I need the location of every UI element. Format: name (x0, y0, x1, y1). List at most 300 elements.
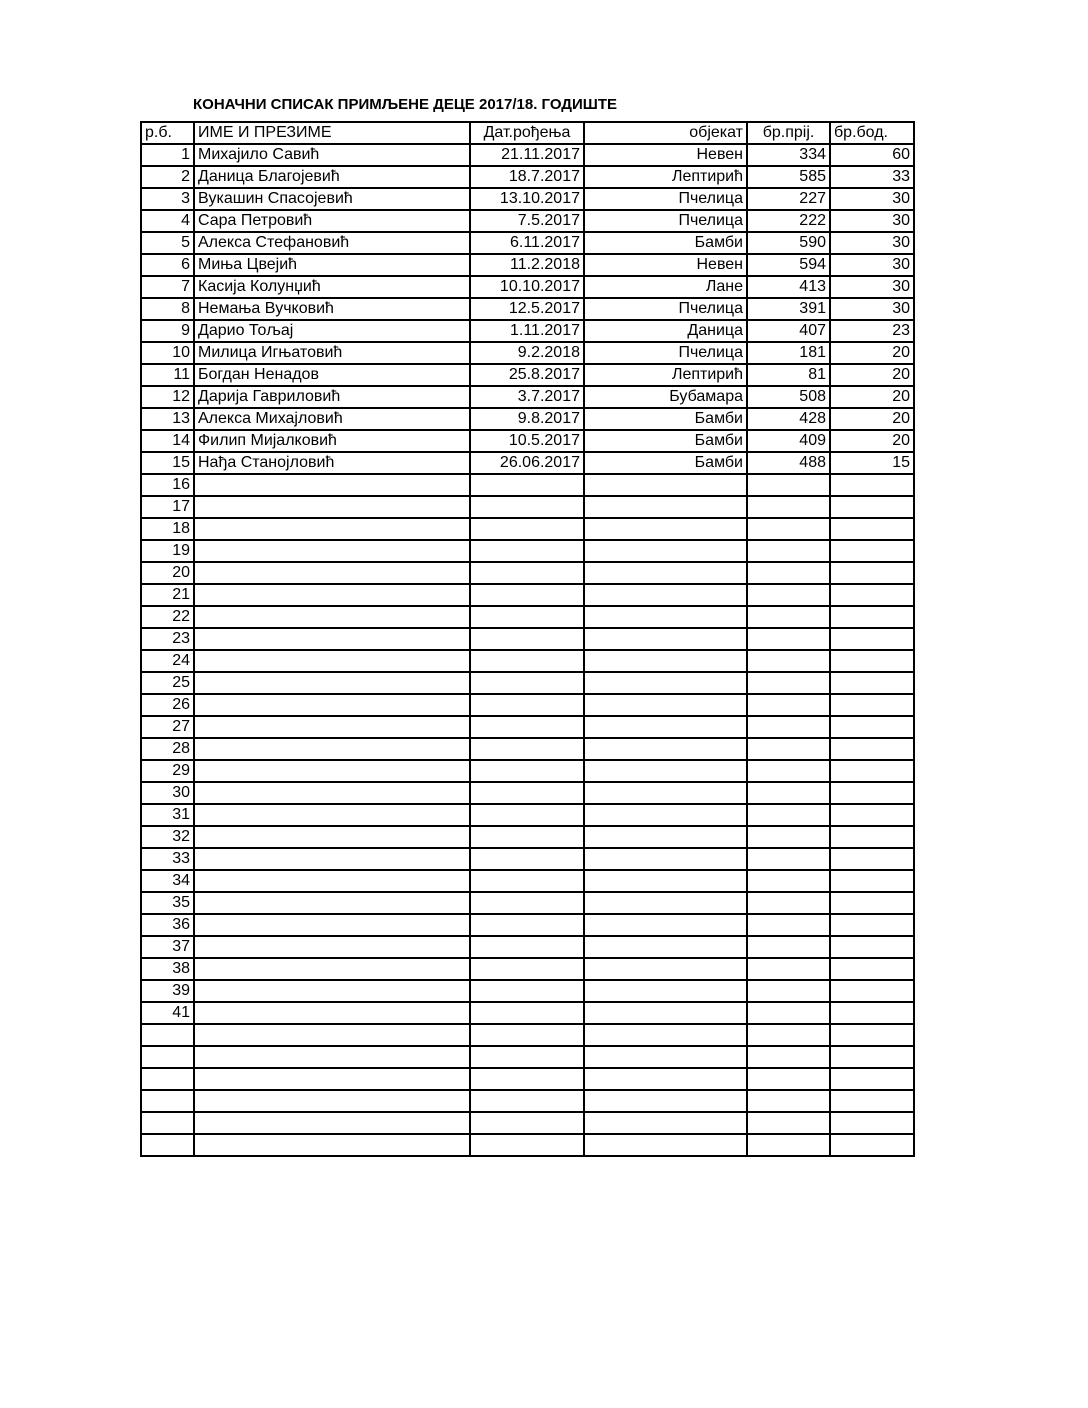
empty-cell (584, 1090, 747, 1112)
empty-cell (194, 584, 470, 606)
empty-cell (470, 1024, 584, 1046)
table-row-empty (141, 650, 914, 672)
empty-cell (470, 540, 584, 562)
cell-object: Невен (584, 144, 747, 166)
cell-rb (141, 1134, 194, 1156)
table-row (141, 408, 914, 430)
cell-rb: 41 (141, 1002, 194, 1024)
empty-cell (584, 1134, 747, 1156)
cell-app-no: 590 (747, 232, 830, 254)
cell-object: Бамби (584, 430, 747, 452)
table-row (141, 298, 914, 320)
cell-app-no: 222 (747, 210, 830, 232)
empty-cell (830, 914, 914, 936)
empty-cell (194, 914, 470, 936)
empty-cell (194, 738, 470, 760)
empty-cell (830, 958, 914, 980)
empty-cell (194, 1024, 470, 1046)
table-row-empty (141, 1024, 914, 1046)
cell-rb: 33 (141, 848, 194, 870)
cell-date: 25.8.2017 (470, 364, 584, 386)
empty-cell (830, 474, 914, 496)
empty-cell (584, 892, 747, 914)
table-row-empty (141, 1090, 914, 1112)
empty-cell (194, 980, 470, 1002)
empty-cell (584, 782, 747, 804)
cell-rb: 3 (141, 188, 194, 210)
empty-cell (584, 716, 747, 738)
empty-cell (470, 628, 584, 650)
cell-rb: 8 (141, 298, 194, 320)
cell-rb: 25 (141, 672, 194, 694)
empty-cell (194, 518, 470, 540)
empty-cell (747, 1134, 830, 1156)
empty-cell (584, 1112, 747, 1134)
cell-date: 10.5.2017 (470, 430, 584, 452)
table-row-empty (141, 870, 914, 892)
cell-name: Алекса Михајловић (194, 408, 470, 430)
empty-cell (584, 562, 747, 584)
table-row-empty (141, 958, 914, 980)
empty-cell (747, 760, 830, 782)
empty-cell (830, 848, 914, 870)
cell-rb: 4 (141, 210, 194, 232)
header-app-no: бр.прij. (747, 122, 830, 144)
cell-points: 33 (830, 166, 914, 188)
cell-object: Бамби (584, 232, 747, 254)
empty-cell (584, 870, 747, 892)
empty-cell (830, 760, 914, 782)
cell-rb: 9 (141, 320, 194, 342)
empty-cell (747, 782, 830, 804)
cell-name: Дарија Гавриловић (194, 386, 470, 408)
admission-table (140, 121, 915, 1157)
cell-rb: 18 (141, 518, 194, 540)
empty-cell (830, 540, 914, 562)
empty-cell (194, 848, 470, 870)
empty-cell (830, 936, 914, 958)
empty-cell (470, 1134, 584, 1156)
empty-cell (470, 848, 584, 870)
table-row-empty (141, 540, 914, 562)
cell-object: Лане (584, 276, 747, 298)
empty-cell (194, 1068, 470, 1090)
cell-rb (141, 1024, 194, 1046)
cell-points: 30 (830, 210, 914, 232)
cell-rb: 15 (141, 452, 194, 474)
cell-app-no: 181 (747, 342, 830, 364)
empty-cell (584, 628, 747, 650)
empty-cell (470, 870, 584, 892)
table-row-empty (141, 584, 914, 606)
empty-cell (584, 936, 747, 958)
empty-cell (194, 826, 470, 848)
empty-cell (747, 826, 830, 848)
cell-app-no: 594 (747, 254, 830, 276)
empty-cell (194, 958, 470, 980)
cell-rb: 17 (141, 496, 194, 518)
cell-name: Касија Колунџић (194, 276, 470, 298)
empty-cell (747, 914, 830, 936)
empty-cell (470, 936, 584, 958)
table-row (141, 254, 914, 276)
empty-cell (194, 1046, 470, 1068)
empty-cell (747, 518, 830, 540)
table-row-empty (141, 892, 914, 914)
page-title: КОНАЧНИ СПИСАК ПРИМЉЕНЕ ДЕЦЕ 2017/18. ГОДИШТЕ (193, 96, 618, 113)
cell-object: Пчелица (584, 298, 747, 320)
cell-rb: 26 (141, 694, 194, 716)
empty-cell (830, 870, 914, 892)
table-row (141, 166, 914, 188)
empty-cell (584, 804, 747, 826)
cell-name: Алекса Стефановић (194, 232, 470, 254)
empty-cell (747, 562, 830, 584)
cell-name: Михајило Савић (194, 144, 470, 166)
table-row-empty (141, 1002, 914, 1024)
empty-cell (584, 584, 747, 606)
empty-cell (470, 892, 584, 914)
empty-cell (830, 1002, 914, 1024)
empty-cell (584, 980, 747, 1002)
cell-date: 12.5.2017 (470, 298, 584, 320)
empty-cell (830, 1024, 914, 1046)
empty-cell (194, 760, 470, 782)
empty-cell (747, 804, 830, 826)
cell-app-no: 391 (747, 298, 830, 320)
cell-date: 21.11.2017 (470, 144, 584, 166)
empty-cell (830, 1134, 914, 1156)
cell-rb: 32 (141, 826, 194, 848)
cell-date: 7.5.2017 (470, 210, 584, 232)
empty-cell (194, 694, 470, 716)
table-row (141, 452, 914, 474)
empty-cell (470, 1002, 584, 1024)
cell-rb: 30 (141, 782, 194, 804)
table-row-empty (141, 474, 914, 496)
cell-rb: 37 (141, 936, 194, 958)
cell-rb: 34 (141, 870, 194, 892)
cell-app-no: 81 (747, 364, 830, 386)
table-row-empty (141, 628, 914, 650)
cell-date: 9.8.2017 (470, 408, 584, 430)
empty-cell (194, 1002, 470, 1024)
cell-points: 30 (830, 298, 914, 320)
empty-cell (470, 958, 584, 980)
empty-cell (747, 892, 830, 914)
header-rb: р.б. (141, 122, 194, 144)
table-row-empty (141, 606, 914, 628)
empty-cell (747, 1068, 830, 1090)
table-row-empty (141, 1046, 914, 1068)
empty-cell (830, 1068, 914, 1090)
empty-cell (194, 936, 470, 958)
table-row (141, 386, 914, 408)
table-row-empty (141, 716, 914, 738)
empty-cell (194, 804, 470, 826)
cell-rb: 28 (141, 738, 194, 760)
empty-cell (747, 1046, 830, 1068)
cell-points: 23 (830, 320, 914, 342)
empty-cell (747, 628, 830, 650)
cell-name: Милица Игњатовић (194, 342, 470, 364)
cell-rb: 1 (141, 144, 194, 166)
empty-cell (584, 914, 747, 936)
empty-cell (747, 958, 830, 980)
empty-cell (470, 584, 584, 606)
empty-cell (747, 936, 830, 958)
header-date: Дат.рођења (470, 122, 584, 144)
cell-name: Миња Цвејић (194, 254, 470, 276)
empty-cell (830, 980, 914, 1002)
empty-cell (584, 672, 747, 694)
cell-object: Пчелица (584, 210, 747, 232)
cell-rb: 14 (141, 430, 194, 452)
cell-name: Дарио Тољај (194, 320, 470, 342)
empty-cell (747, 650, 830, 672)
cell-object: Лептирић (584, 364, 747, 386)
empty-cell (830, 584, 914, 606)
empty-cell (194, 672, 470, 694)
cell-app-no: 508 (747, 386, 830, 408)
cell-app-no: 488 (747, 452, 830, 474)
cell-app-no: 407 (747, 320, 830, 342)
cell-rb: 22 (141, 606, 194, 628)
cell-rb (141, 1112, 194, 1134)
empty-cell (470, 694, 584, 716)
empty-cell (470, 804, 584, 826)
empty-cell (747, 716, 830, 738)
table-row (141, 276, 914, 298)
cell-rb: 21 (141, 584, 194, 606)
cell-rb: 29 (141, 760, 194, 782)
empty-cell (747, 584, 830, 606)
empty-cell (194, 892, 470, 914)
cell-object: Пчелица (584, 188, 747, 210)
cell-points: 20 (830, 386, 914, 408)
empty-cell (584, 1046, 747, 1068)
empty-cell (470, 738, 584, 760)
empty-cell (584, 1024, 747, 1046)
empty-cell (470, 716, 584, 738)
empty-cell (194, 650, 470, 672)
empty-cell (830, 738, 914, 760)
cell-rb: 24 (141, 650, 194, 672)
cell-rb: 16 (141, 474, 194, 496)
table-row-empty (141, 738, 914, 760)
empty-cell (747, 1002, 830, 1024)
empty-cell (584, 1002, 747, 1024)
empty-cell (584, 826, 747, 848)
cell-rb (141, 1068, 194, 1090)
cell-points: 30 (830, 254, 914, 276)
empty-cell (194, 1134, 470, 1156)
empty-cell (194, 474, 470, 496)
empty-cell (830, 1090, 914, 1112)
cell-rb: 39 (141, 980, 194, 1002)
cell-object: Лептирић (584, 166, 747, 188)
cell-rb: 10 (141, 342, 194, 364)
cell-points: 20 (830, 342, 914, 364)
table-row-empty (141, 672, 914, 694)
empty-cell (747, 1090, 830, 1112)
empty-cell (747, 738, 830, 760)
table-row (141, 364, 914, 386)
cell-name: Богдан Ненадов (194, 364, 470, 386)
empty-cell (830, 1112, 914, 1134)
cell-object: Бамби (584, 452, 747, 474)
cell-date: 6.11.2017 (470, 232, 584, 254)
empty-cell (830, 694, 914, 716)
header-name: ИМЕ И ПРЕЗИМЕ (194, 122, 470, 144)
cell-app-no: 227 (747, 188, 830, 210)
table-row-empty (141, 782, 914, 804)
cell-points: 30 (830, 188, 914, 210)
cell-points: 15 (830, 452, 914, 474)
empty-cell (470, 914, 584, 936)
header-object: објекат (584, 122, 747, 144)
table-row-empty (141, 518, 914, 540)
empty-cell (830, 716, 914, 738)
cell-points: 30 (830, 276, 914, 298)
table-body (141, 144, 914, 1156)
empty-cell (584, 518, 747, 540)
table-row (141, 144, 914, 166)
cell-points: 30 (830, 232, 914, 254)
cell-date: 11.2.2018 (470, 254, 584, 276)
cell-object: Невен (584, 254, 747, 276)
empty-cell (584, 650, 747, 672)
empty-cell (747, 672, 830, 694)
empty-cell (470, 562, 584, 584)
empty-cell (470, 1046, 584, 1068)
empty-cell (470, 496, 584, 518)
table-row-empty (141, 562, 914, 584)
cell-rb: 27 (141, 716, 194, 738)
table-row-empty (141, 936, 914, 958)
empty-cell (830, 496, 914, 518)
empty-cell (470, 782, 584, 804)
empty-cell (470, 650, 584, 672)
cell-rb (141, 1090, 194, 1112)
cell-name: Филип Мијалковић (194, 430, 470, 452)
cell-rb: 13 (141, 408, 194, 430)
empty-cell (830, 562, 914, 584)
empty-cell (584, 848, 747, 870)
table-row-empty (141, 1134, 914, 1156)
empty-cell (584, 474, 747, 496)
empty-cell (584, 694, 747, 716)
table-row-empty (141, 826, 914, 848)
header-points: бр.бод. (830, 122, 914, 144)
table-row-empty (141, 694, 914, 716)
empty-cell (747, 870, 830, 892)
table-row-empty (141, 804, 914, 826)
empty-cell (747, 1024, 830, 1046)
cell-rb: 23 (141, 628, 194, 650)
empty-cell (584, 738, 747, 760)
empty-cell (194, 562, 470, 584)
cell-object: Даница (584, 320, 747, 342)
cell-object: Пчелица (584, 342, 747, 364)
empty-cell (830, 650, 914, 672)
empty-cell (584, 606, 747, 628)
cell-app-no: 428 (747, 408, 830, 430)
empty-cell (470, 474, 584, 496)
cell-object: Бамби (584, 408, 747, 430)
empty-cell (830, 628, 914, 650)
cell-points: 20 (830, 430, 914, 452)
empty-cell (584, 1068, 747, 1090)
empty-cell (830, 518, 914, 540)
cell-points: 20 (830, 408, 914, 430)
empty-cell (830, 606, 914, 628)
empty-cell (194, 870, 470, 892)
table-row (141, 232, 914, 254)
cell-app-no: 409 (747, 430, 830, 452)
cell-date: 1.11.2017 (470, 320, 584, 342)
cell-rb: 38 (141, 958, 194, 980)
cell-points: 20 (830, 364, 914, 386)
empty-cell (830, 826, 914, 848)
table-row-empty (141, 914, 914, 936)
header-row (141, 122, 914, 144)
table-row (141, 342, 914, 364)
empty-cell (747, 540, 830, 562)
table-row-empty (141, 980, 914, 1002)
cell-rb (141, 1046, 194, 1068)
table-row (141, 430, 914, 452)
empty-cell (194, 496, 470, 518)
cell-app-no: 334 (747, 144, 830, 166)
cell-app-no: 585 (747, 166, 830, 188)
table-row (141, 188, 914, 210)
empty-cell (470, 606, 584, 628)
empty-cell (470, 1112, 584, 1134)
empty-cell (584, 958, 747, 980)
cell-date: 26.06.2017 (470, 452, 584, 474)
empty-cell (194, 782, 470, 804)
cell-rb: 7 (141, 276, 194, 298)
cell-rb: 19 (141, 540, 194, 562)
empty-cell (747, 496, 830, 518)
empty-cell (470, 1090, 584, 1112)
cell-rb: 35 (141, 892, 194, 914)
empty-cell (470, 672, 584, 694)
empty-cell (830, 672, 914, 694)
cell-rb: 5 (141, 232, 194, 254)
cell-name: Немања Вучковић (194, 298, 470, 320)
cell-date: 10.10.2017 (470, 276, 584, 298)
empty-cell (470, 980, 584, 1002)
table-row (141, 320, 914, 342)
cell-rb: 2 (141, 166, 194, 188)
cell-rb: 36 (141, 914, 194, 936)
empty-cell (830, 1046, 914, 1068)
empty-cell (194, 628, 470, 650)
empty-cell (470, 518, 584, 540)
cell-name: Вукашин Спасојевић (194, 188, 470, 210)
empty-cell (470, 826, 584, 848)
empty-cell (194, 1112, 470, 1134)
empty-cell (584, 496, 747, 518)
cell-date: 13.10.2017 (470, 188, 584, 210)
cell-points: 60 (830, 144, 914, 166)
cell-date: 18.7.2017 (470, 166, 584, 188)
empty-cell (747, 474, 830, 496)
empty-cell (830, 782, 914, 804)
cell-app-no: 413 (747, 276, 830, 298)
